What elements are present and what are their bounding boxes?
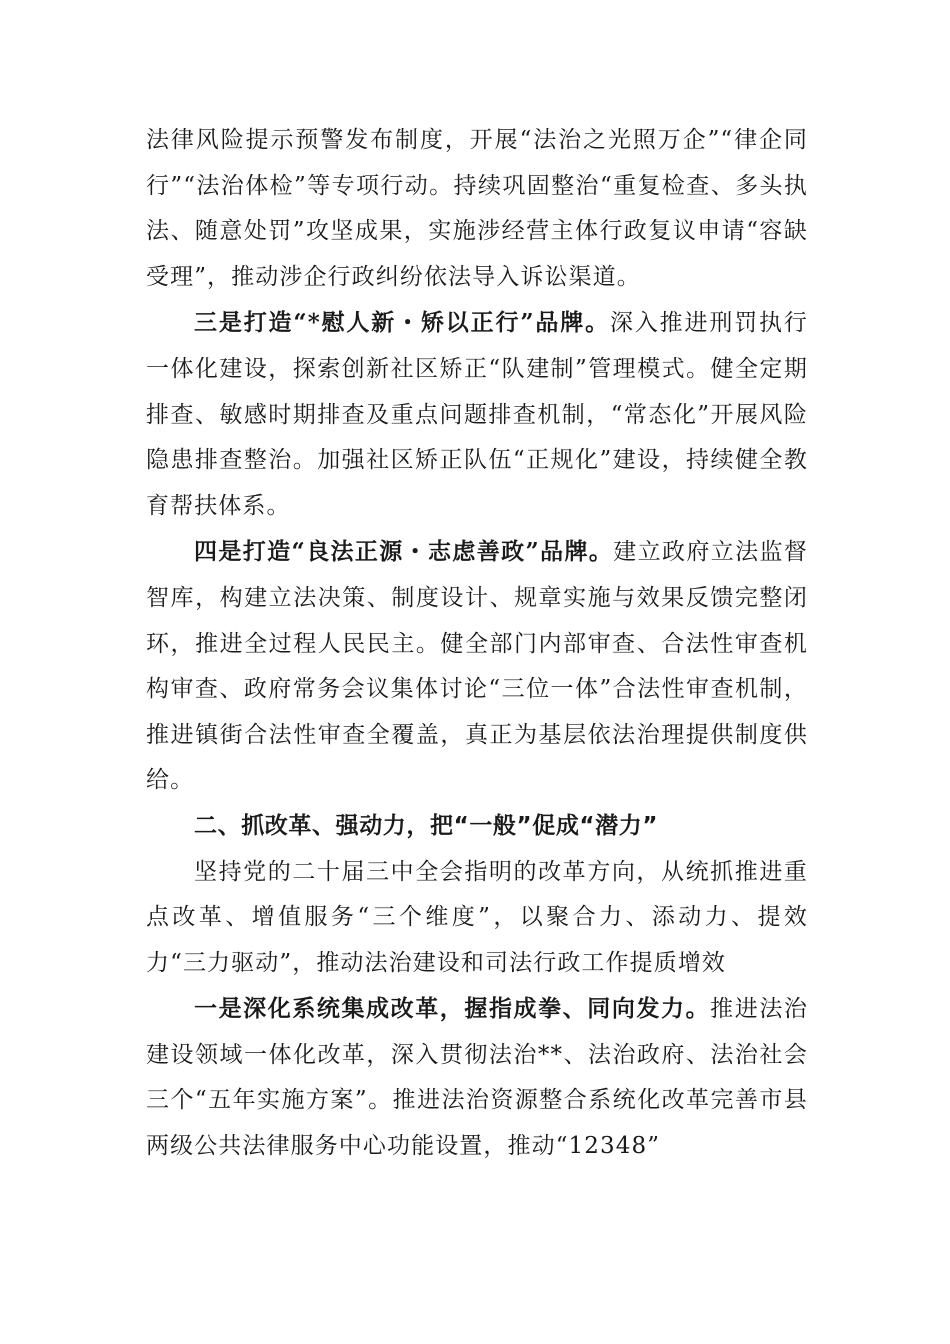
paragraph-lead-brand-four: 四是打造“良法正源・志虑善政”品牌。	[194, 538, 614, 566]
section-heading: 二、抓改革、强动力，把“一般”促成“潜力”	[194, 812, 659, 839]
paragraph-community-correction	[146, 300, 808, 529]
document-body	[146, 118, 808, 1170]
paragraph-legal-risk: 法律风险提示预警发布制度，开展“法治之光照万企”“律企同行”“法治体检”等专项行动。持续巩固整治“重复检查、多头执法、随意处罚”攻坚成果，实施涉经营主体行政复议申请“容缺受理”，推动涉企行政纠纷依法导入诉讼渠道。	[146, 127, 808, 290]
paragraph-system-reform	[146, 986, 808, 1169]
paragraph-body-reform-one: 推进法治建设领域一体化改革，深入贯彻法治**、法治政府、法治社会三个“五年实施方案”。推进法治资源整合系统化改革完善市县两级公共法律服务中心功能设置，推动“12348”	[146, 996, 808, 1160]
paragraph-body-brand-four: 建立政府立法监督智库，构建立法决策、制度设计、规章实施与效果反馈完整闭环，推进全过程人民民主。健全部门内部审查、合法性审查机构审查、政府常务会议集体讨论“三位一体”合法性审查机制，推进镇街合法性审查全覆盖，真正为基层依法治理提供制度供给。	[146, 539, 808, 794]
paragraph-lead-brand-three: 三是打造“*慰人新・矫以正行”品牌。	[194, 309, 610, 337]
paragraph-reform-direction: 坚持党的二十届三中全会指明的改革方向，从统抓推进重点改革、增值服务“三个维度”，以聚合力、添动力、提效力“三力驱动”，推动法治建设和司法行政工作提质增效	[146, 858, 808, 976]
paragraph-legislation	[146, 529, 808, 804]
paragraph-lead-reform-one: 一是深化系统集成改革，握指成拳、同向发力。	[194, 995, 711, 1023]
paragraph-body-brand-three: 深入推进刑罚执行一体化建设，探索创新社区矫正“队建制”管理模式。健全定期排查、敏感时期排查及重点问题排查机制，“常态化”开展风险隐患排查整治。加强社区矫正队伍“正规化”建设，持续健全教育帮扶体系。	[146, 310, 808, 519]
